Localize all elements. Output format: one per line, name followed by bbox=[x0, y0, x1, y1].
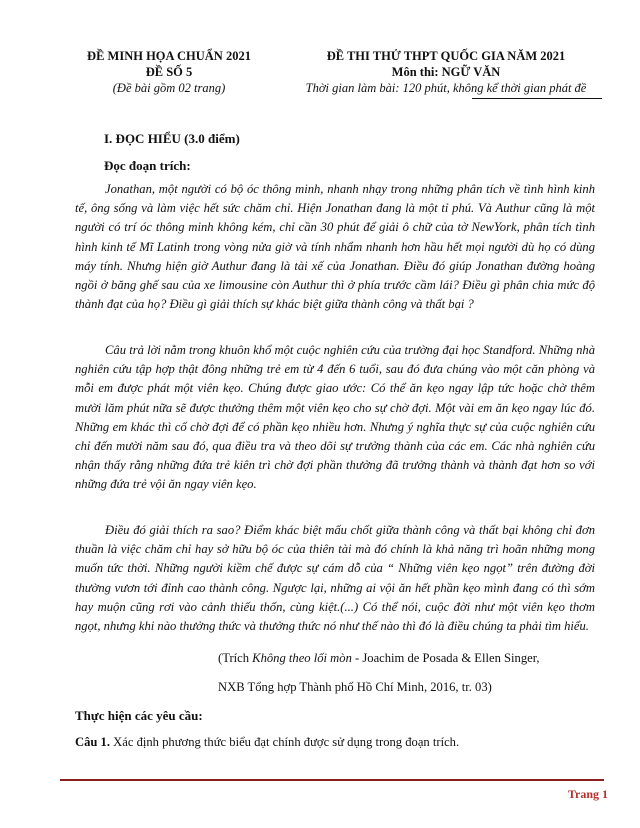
page-number: 1 bbox=[602, 787, 608, 801]
passage-paragraph-3: Điều đó giải thích ra sao? Điểm khác biệt mấu chốt giữa thành công và thất bại không chỉ đơn thuần là việc chăm chỉ hay sở hữu bộ óc của thiên tài mà đó chính là khả năng trì hoãn những mong muốn tức thời. Những người kiềm chế được sự cám dỗ của “ Những viên kẹo ngọt” trên đường đời thường vươn tới đỉnh cao thành công. Ngược lại, những ai vội ăn hết phần kẹo mình đang có thì sớm hay muộn cũng rơi vào cảnh thiếu thốn, cùng kiệt.(...) Có thể nói, cuộc đời như một viên kẹo thơm ngọt, nhưng khi nào thưởng thức và thưởng thức nó như thế nào thì đó là điều chúng ta phải tìm hiểu. bbox=[75, 523, 595, 634]
subheading: Đọc đoạn trích: bbox=[104, 158, 191, 173]
requirements-label: Thực hiện các yêu cầu: bbox=[75, 708, 203, 723]
subject-line: Môn thi: NGỮ VĂN bbox=[391, 65, 501, 79]
page-count-note: (Đề bài gồm 02 trang) bbox=[112, 81, 226, 95]
source-prefix: (Trích bbox=[218, 651, 253, 665]
page-label: Trang bbox=[567, 787, 599, 801]
source-citation bbox=[218, 651, 540, 666]
question-1 bbox=[75, 735, 459, 750]
question-1-text: Xác định phương thức biểu đạt chính được sử dụng trong đoạn trích. bbox=[110, 735, 460, 749]
source-publisher: NXB Tổng hợp Thành phố Hồ Chí Minh, 2016, tr. 03) bbox=[218, 680, 492, 694]
time-limit-line: Thời gian làm bài: 120 phút, không kể thời gian phát đề bbox=[305, 81, 587, 95]
footer-divider bbox=[60, 779, 604, 781]
question-1-label: Câu 1. bbox=[75, 735, 110, 749]
passage-paragraph-1: Jonathan, một người có bộ óc thông minh, nhanh nhạy trong những phân tích về tình hình kinh tế, ông sống và làm việc hết sức chăm chỉ. Hiện Jonathan đang là một tỉ phú. Và Authur cũng là một người có trí óc thông minh không kém, chỉ cần 30 phút để giải ô chữ của tờ NewYork, phân tích tình hình kinh tế Mĩ Latinh trong vòng nửa giờ và tính nhẩm nhanh hơn hầu hết mọi người dù họ có dùng máy tính. Nhưng hiện giờ Authur đang là tài xế của Jonathan. Điều đó giúp Jonathan đường hoàng ngồi ở băng ghế sau của xe limousine còn Authur thì ở phía trước cầm lái? Điều gì phân chia mức độ thành đạt của họ? Điều gì giải thích sự khác biệt giữa thành công và thất bại ? bbox=[75, 182, 595, 312]
exam-title: ĐỀ THI THỬ THPT QUỐC GIA NĂM 2021 bbox=[326, 49, 566, 63]
passage-paragraph-2: Câu trả lời nằm trong khuôn khổ một cuộc nghiên cứu của trường đại học Standford. Những nhà nghiên cứu tập hợp thật đông những trẻ em từ 4 đến 6 tuổi, sau đó đưa chúng vào một căn phòng và mỗi em được phát một viên kẹo. Chúng được giao ước: Có thể ăn kẹo ngay lập tức hoặc chờ thêm mười lăm phút nữa sẽ được thưởng thêm một viên kẹo cho sự chờ đợi. Một vài em ăn kẹo ngay lúc đó. Những em khác thì cố chờ đợi để có phần kẹo nhiều hơn. Nhưng ý nghĩa thực sự của cuộc nghiên cứu chỉ đến mười năm sau đó, qua điều tra và theo dõi sự trưởng thành của các em. Các nhà nghiên cứu nhận thấy rằng những đứa trẻ kiên trì chờ đợi phần thưởng đã trưởng thành và thành đạt hơn so với những đứa trẻ vội ăn ngay viên kẹo. bbox=[75, 343, 595, 492]
header-left bbox=[64, 48, 274, 96]
source-book-title: Không theo lối mòn bbox=[252, 651, 352, 665]
source-authors: - Joachim de Posada & Ellen Singer, bbox=[351, 651, 540, 665]
header-underline bbox=[472, 98, 602, 99]
page-footer bbox=[568, 787, 608, 802]
exam-series-title: ĐỀ MINH HỌA CHUẨN 2021 bbox=[87, 49, 251, 63]
exam-number: ĐỀ SỐ 5 bbox=[145, 65, 193, 79]
section-title: I. ĐỌC HIỂU (3.0 điểm) bbox=[104, 131, 240, 146]
header-right bbox=[292, 48, 600, 99]
